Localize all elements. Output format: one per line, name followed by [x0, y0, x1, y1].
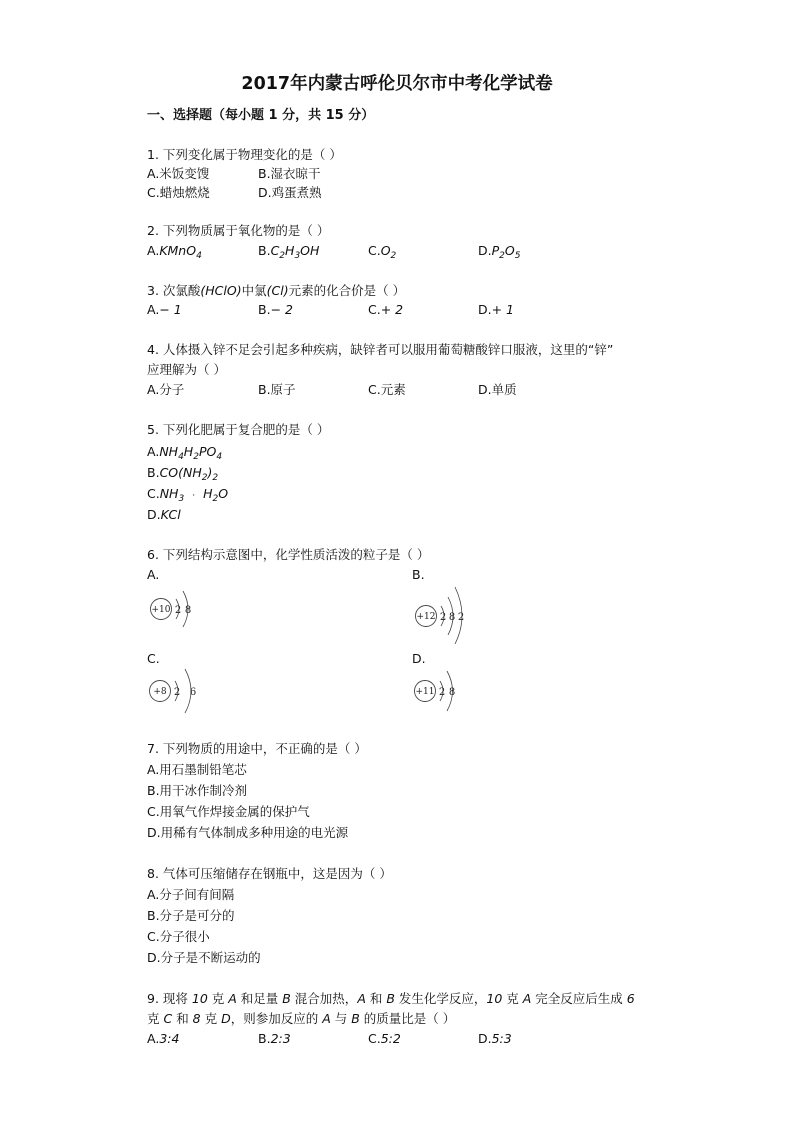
atom-diagram-a[interactable] — [147, 584, 207, 634]
question-8-stem: 8. 气体可压缩储存在钢瓶中，这是因为（ ） — [147, 866, 392, 881]
q7-option-b[interactable]: B.用干冰作制冷剂 — [147, 783, 248, 798]
formula: $O_2$ — [380, 243, 397, 261]
svg-text:2: 2 — [439, 612, 447, 623]
formula: $P_2O_5$ — [491, 243, 521, 261]
q1-option-a[interactable]: A.米饭变馊 — [147, 166, 210, 181]
formula: $C_2H_3OH$ — [270, 243, 320, 261]
svg-text:+11: +11 — [415, 687, 435, 697]
q6-option-a-label[interactable]: A. — [147, 567, 160, 582]
question-7-stem: 7. 下列物质的用途中，不正确的是（ ） — [147, 741, 367, 756]
svg-text:8: 8 — [448, 687, 456, 698]
q3-option-d[interactable]: D.+ 1 — [478, 302, 515, 317]
q1-option-b[interactable]: B.湿衣晾干 — [258, 166, 321, 181]
option-label: B. — [258, 243, 271, 258]
q5-option-a[interactable]: $A.NH_4H_2PO_4$ — [147, 444, 223, 462]
q7-option-d[interactable]: D.用稀有气体制成多种用途的电光源 — [147, 825, 349, 840]
formula: KMnO$_4$ — [159, 243, 202, 261]
q3-option-a[interactable]: A.− 1 — [147, 302, 182, 317]
svg-text:8: 8 — [184, 605, 192, 616]
q7-option-a[interactable]: A.用石墨制铅笔芯 — [147, 762, 247, 777]
question-6-stem: 6. 下列结构示意图中，化学性质活泼的粒子是（ ） — [147, 547, 430, 562]
q1-option-d[interactable]: D.鸡蛋煮熟 — [258, 185, 322, 200]
q5-option-b[interactable]: $B.CO(NH_2)_2$ — [147, 465, 219, 483]
section-heading: 一、选择题（每小题 1 分，共 15 分） — [147, 108, 375, 123]
q8-option-a[interactable]: A.分子间有间隔 — [147, 887, 235, 902]
q9-option-b[interactable]: B.2:3 — [258, 1031, 291, 1046]
svg-text:2: 2 — [438, 687, 446, 698]
q3-option-c[interactable]: C.+ 2 — [368, 302, 404, 317]
question-4-stem-line1: 4. 人体摄入锌不足会引起多种疾病，缺锌者可以服用葡萄糖酸锌口服液，这里的“锌” — [147, 342, 614, 357]
svg-text:2: 2 — [174, 605, 182, 616]
q9-option-a[interactable]: A.3:4 — [147, 1031, 180, 1046]
option-label: C. — [368, 243, 381, 258]
atom-diagram-c[interactable] — [147, 665, 207, 719]
page-title: 2017年内蒙古呼伦贝尔市中考化学试卷 — [241, 74, 553, 94]
q4-option-c[interactable]: C.元素 — [368, 382, 406, 397]
q2-option-b[interactable] — [258, 242, 319, 260]
svg-text:8: 8 — [448, 612, 456, 623]
q9-option-c[interactable]: C.5:2 — [368, 1031, 401, 1046]
svg-text:2: 2 — [457, 612, 465, 623]
atom-diagram-b[interactable] — [412, 584, 482, 644]
option-label: D. — [478, 243, 492, 258]
question-3-stem: 3. 次氯酸(HClO)中氯(Cl)元素的化合价是（ ） — [147, 283, 406, 298]
q9-option-d[interactable]: D.5:3 — [478, 1031, 512, 1046]
question-9-stem-line1: 9. 现将 10 克 A 和足量 B 混合加热，A 和 B 发生化学反应，10 克 A 完全反应后生成 6 — [147, 991, 635, 1006]
option-label: A. — [147, 243, 160, 258]
svg-text:+10: +10 — [151, 605, 171, 615]
atom-diagram-d[interactable] — [412, 665, 472, 719]
svg-text:2: 2 — [173, 687, 181, 698]
q6-option-c-label[interactable]: C. — [147, 651, 160, 666]
q2-option-d[interactable] — [478, 242, 520, 260]
question-4-stem-line2: 应理解为（ ） — [147, 362, 226, 377]
q8-option-c[interactable]: C.分子很小 — [147, 929, 210, 944]
q4-option-d[interactable]: D.单质 — [478, 382, 517, 397]
svg-text:+12: +12 — [416, 612, 436, 622]
q6-option-d-label[interactable]: D. — [412, 651, 426, 666]
svg-text:+8: +8 — [153, 687, 167, 697]
question-2-stem: 2. 下列物质属于氧化物的是（ ） — [147, 223, 330, 238]
q4-option-b[interactable]: B.原子 — [258, 382, 296, 397]
svg-text:6: 6 — [189, 687, 197, 698]
question-1-stem: 1. 下列变化属于物理变化的是（ ） — [147, 147, 342, 162]
q2-option-c[interactable] — [368, 242, 396, 260]
question-9-stem-line2: 克 C 和 8 克 D，则参加反应的 A 与 B 的质量比是（ ） — [147, 1011, 456, 1026]
q8-option-b[interactable]: B.分子是可分的 — [147, 908, 235, 923]
q6-option-b-label[interactable]: B. — [412, 567, 425, 582]
q5-option-c[interactable]: $C.NH_3 \cdot H_2O$ — [147, 486, 229, 504]
q5-option-d[interactable]: D.KCl — [147, 507, 181, 522]
q4-option-a[interactable]: A.分子 — [147, 382, 185, 397]
question-5-stem: 5. 下列化肥属于复合肥的是（ ） — [147, 422, 330, 437]
q3-option-b[interactable]: B.− 2 — [258, 302, 293, 317]
q8-option-d[interactable]: D.分子是不断运动的 — [147, 950, 261, 965]
q1-option-c[interactable]: C.蜡烛燃烧 — [147, 185, 210, 200]
q7-option-c[interactable]: C.用氧气作焊接金属的保护气 — [147, 804, 310, 819]
q2-option-a[interactable] — [147, 242, 202, 260]
